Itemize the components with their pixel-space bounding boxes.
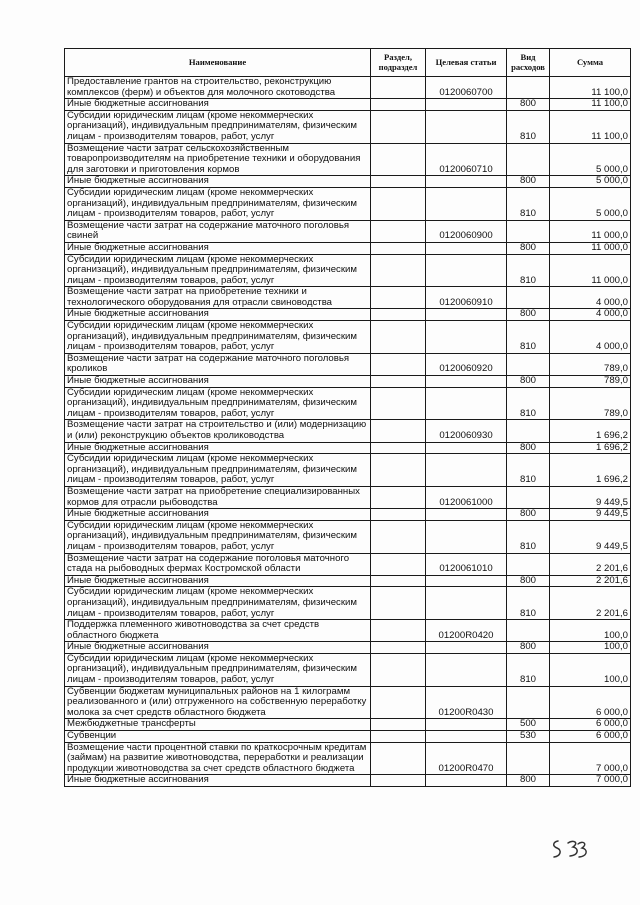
row-section [371, 742, 426, 775]
row-name: Возмещение части затрат сельскохозяйственным товаропроизводителям на приобретение техники и оборудования для заготовки и приготовления кормов [65, 143, 371, 176]
row-target-code [426, 775, 507, 787]
row-expense-kind: 800 [507, 775, 550, 787]
row-expense-kind: 800 [507, 309, 550, 321]
row-expense-kind: 810 [507, 321, 550, 354]
row-target-code: 0120061010 [426, 553, 507, 575]
row-name: Иные бюджетные ассигнования [65, 376, 371, 388]
row-section [371, 353, 426, 375]
row-expense-kind: 800 [507, 242, 550, 254]
row-name: Предоставление грантов на строительство, реконструкцию комплексов (ферм) и объектов для молочного скотоводства [65, 77, 371, 99]
row-name: Субсидии юридическим лицам (кроме некоммерческих организаций), индивидуальным предпринимателям, физическим лицам - производителям товаров, работ, услуг [65, 653, 371, 686]
row-sum: 11 100,0 [550, 77, 631, 99]
row-target-code [426, 387, 507, 420]
header-section: Раздел, подраздел [371, 49, 426, 77]
row-target-code [426, 642, 507, 654]
row-target-code: 0120060900 [426, 220, 507, 242]
row-section [371, 620, 426, 642]
row-name: Иные бюджетные ассигнования [65, 176, 371, 188]
row-section [371, 387, 426, 420]
header-target: Целевая статьи [426, 49, 507, 77]
row-target-code: 0120060930 [426, 420, 507, 442]
table-row [65, 553, 631, 575]
row-section [371, 321, 426, 354]
table-row [65, 187, 631, 220]
row-section [371, 454, 426, 487]
row-sum: 11 100,0 [550, 99, 631, 111]
row-sum: 1 696,2 [550, 420, 631, 442]
table-body [65, 77, 631, 787]
row-expense-kind [507, 353, 550, 375]
row-sum: 100,0 [550, 620, 631, 642]
row-sum: 2 201,6 [550, 553, 631, 575]
row-sum: 2 201,6 [550, 575, 631, 587]
row-name: Возмещение части затрат на строительство и (или) модернизацию и (или) реконструкцию объектов кролиководства [65, 420, 371, 442]
row-sum: 1 696,2 [550, 454, 631, 487]
row-name: Субвенции бюджетам муниципальных районов на 1 килограмм реализованного и (или) отгруженного на собственную переработку молока за счет средств областного бюджета [65, 686, 371, 719]
row-sum: 9 449,5 [550, 486, 631, 508]
row-target-code [426, 254, 507, 287]
row-expense-kind: 800 [507, 509, 550, 521]
row-target-code: 0120060710 [426, 143, 507, 176]
row-section [371, 520, 426, 553]
row-section [371, 575, 426, 587]
table-row [65, 742, 631, 775]
row-target-code: 0120060920 [426, 353, 507, 375]
row-name: Иные бюджетные ассигнования [65, 509, 371, 521]
row-sum: 5 000,0 [550, 143, 631, 176]
row-section [371, 731, 426, 743]
budget-table [64, 48, 631, 787]
row-section [371, 220, 426, 242]
row-expense-kind: 500 [507, 719, 550, 731]
table-row [65, 775, 631, 787]
row-section [371, 642, 426, 654]
row-sum: 7 000,0 [550, 775, 631, 787]
table-row [65, 287, 631, 309]
row-sum: 5 000,0 [550, 187, 631, 220]
row-name: Иные бюджетные ассигнования [65, 99, 371, 111]
row-target-code [426, 731, 507, 743]
row-target-code: 0120060700 [426, 77, 507, 99]
row-section [371, 242, 426, 254]
row-section [371, 719, 426, 731]
row-name: Субсидии юридическим лицам (кроме некоммерческих организаций), индивидуальным предпринимателям, физическим лицам - производителям товаров, работ, услуг [65, 454, 371, 487]
row-section [371, 110, 426, 143]
row-target-code [426, 376, 507, 388]
row-name: Иные бюджетные ассигнования [65, 575, 371, 587]
row-name: Субсидии юридическим лицам (кроме некоммерческих организаций), индивидуальным предпринимателям, физическим лицам - производителям товаров, работ, услуг [65, 387, 371, 420]
row-sum: 6 000,0 [550, 731, 631, 743]
row-sum: 789,0 [550, 353, 631, 375]
row-target-code [426, 442, 507, 454]
row-target-code [426, 719, 507, 731]
row-section [371, 509, 426, 521]
table-row [65, 99, 631, 111]
table-header-row [65, 49, 631, 77]
row-expense-kind: 810 [507, 387, 550, 420]
row-expense-kind: 800 [507, 99, 550, 111]
row-sum: 6 000,0 [550, 719, 631, 731]
row-target-code [426, 520, 507, 553]
row-sum: 2 201,6 [550, 587, 631, 620]
table-row [65, 143, 631, 176]
table-row [65, 509, 631, 521]
row-sum: 5 000,0 [550, 176, 631, 188]
row-name: Субсидии юридическим лицам (кроме некоммерческих организаций), индивидуальным предпринимателям, физическим лицам - производителям товаров, работ, услуг [65, 110, 371, 143]
row-section [371, 99, 426, 111]
row-target-code [426, 587, 507, 620]
row-sum: 6 000,0 [550, 686, 631, 719]
row-target-code [426, 509, 507, 521]
row-name: Субсидии юридическим лицам (кроме некоммерческих организаций), индивидуальным предпринимателям, физическим лицам - производителям товаров, работ, услуг [65, 520, 371, 553]
row-section [371, 176, 426, 188]
row-name: Возмещение части затрат на содержание маточного поголовья кроликов [65, 353, 371, 375]
row-target-code: 01200R0430 [426, 686, 507, 719]
row-expense-kind [507, 77, 550, 99]
table-row [65, 486, 631, 508]
row-target-code: 0120061000 [426, 486, 507, 508]
table-row [65, 719, 631, 731]
row-expense-kind: 810 [507, 454, 550, 487]
row-sum: 789,0 [550, 387, 631, 420]
table-row [65, 242, 631, 254]
table-row [65, 353, 631, 375]
table-row [65, 575, 631, 587]
header-sum: Сумма [550, 49, 631, 77]
table-row [65, 254, 631, 287]
row-name: Иные бюджетные ассигнования [65, 775, 371, 787]
row-expense-kind [507, 742, 550, 775]
table-row [65, 176, 631, 188]
row-name: Возмещение части затрат на приобретение техники и технологического оборудования для отрасли свиноводства [65, 287, 371, 309]
table-row [65, 77, 631, 99]
row-name: Субсидии юридическим лицам (кроме некоммерческих организаций), индивидуальным предпринимателям, физическим лицам - производителям товаров, работ, услуг [65, 587, 371, 620]
table-row [65, 309, 631, 321]
row-expense-kind: 810 [507, 110, 550, 143]
row-expense-kind: 800 [507, 575, 550, 587]
row-sum: 789,0 [550, 376, 631, 388]
row-section [371, 77, 426, 99]
row-target-code [426, 99, 507, 111]
row-section [371, 187, 426, 220]
row-target-code [426, 309, 507, 321]
row-section [371, 587, 426, 620]
row-section [371, 376, 426, 388]
row-sum: 7 000,0 [550, 742, 631, 775]
table-row [65, 387, 631, 420]
row-sum: 100,0 [550, 653, 631, 686]
row-name: Возмещение части процентной ставки по краткосрочным кредитам (займам) на развитие животноводства, переработки и реализации продукции животноводства за счет средств областного бюджета [65, 742, 371, 775]
row-expense-kind: 810 [507, 653, 550, 686]
row-name: Иные бюджетные ассигнования [65, 242, 371, 254]
table-row [65, 520, 631, 553]
row-expense-kind: 800 [507, 442, 550, 454]
table-row [65, 454, 631, 487]
row-expense-kind: 810 [507, 187, 550, 220]
row-name: Иные бюджетные ассигнования [65, 442, 371, 454]
row-sum: 4 000,0 [550, 287, 631, 309]
row-section [371, 420, 426, 442]
table-row [65, 653, 631, 686]
row-expense-kind [507, 620, 550, 642]
row-sum: 4 000,0 [550, 309, 631, 321]
row-expense-kind [507, 220, 550, 242]
row-section [371, 486, 426, 508]
row-section [371, 254, 426, 287]
table-row [65, 442, 631, 454]
row-sum: 100,0 [550, 642, 631, 654]
header-name: Наименование [65, 49, 371, 77]
row-name: Субсидии юридическим лицам (кроме некоммерческих организаций), индивидуальным предпринимателям, физическим лицам - производителям товаров, работ, услуг [65, 321, 371, 354]
row-target-code [426, 187, 507, 220]
row-sum: 11 000,0 [550, 220, 631, 242]
row-section [371, 553, 426, 575]
table-row [65, 110, 631, 143]
row-name: Субсидии юридическим лицам (кроме некоммерческих организаций), индивидуальным предпринимателям, физическим лицам - производителям товаров, работ, услуг [65, 254, 371, 287]
row-sum: 9 449,5 [550, 520, 631, 553]
table-row [65, 642, 631, 654]
table-row [65, 686, 631, 719]
row-expense-kind [507, 420, 550, 442]
row-target-code [426, 176, 507, 188]
row-target-code [426, 653, 507, 686]
row-name: Возмещение части затрат на содержание поголовья маточного стада на рыбоводных фермах Костромской области [65, 553, 371, 575]
row-expense-kind: 800 [507, 376, 550, 388]
table-row [65, 420, 631, 442]
row-expense-kind [507, 287, 550, 309]
row-sum: 9 449,5 [550, 509, 631, 521]
row-target-code [426, 321, 507, 354]
row-section [371, 143, 426, 176]
handwritten-page-number [548, 836, 594, 862]
row-section [371, 653, 426, 686]
row-expense-kind: 810 [507, 587, 550, 620]
row-target-code [426, 110, 507, 143]
table-row [65, 376, 631, 388]
row-section [371, 686, 426, 719]
row-expense-kind [507, 486, 550, 508]
row-sum: 11 100,0 [550, 110, 631, 143]
row-sum: 11 000,0 [550, 242, 631, 254]
row-target-code: 0120060910 [426, 287, 507, 309]
table-row [65, 620, 631, 642]
row-expense-kind [507, 143, 550, 176]
row-expense-kind: 530 [507, 731, 550, 743]
row-section [371, 287, 426, 309]
row-name: Субвенции [65, 731, 371, 743]
row-expense-kind [507, 553, 550, 575]
row-section [371, 442, 426, 454]
row-sum: 11 000,0 [550, 254, 631, 287]
row-sum: 4 000,0 [550, 321, 631, 354]
row-section [371, 775, 426, 787]
row-name: Возмещение части затрат на приобретение специализированных кормов для отрасли рыбоводства [65, 486, 371, 508]
table-row [65, 587, 631, 620]
row-sum: 1 696,2 [550, 442, 631, 454]
row-expense-kind: 800 [507, 642, 550, 654]
table-row [65, 220, 631, 242]
row-section [371, 309, 426, 321]
row-name: Межбюджетные трансферты [65, 719, 371, 731]
row-name: Поддержка племенного животноводства за счет средств областного бюджета [65, 620, 371, 642]
row-target-code: 01200R0470 [426, 742, 507, 775]
row-name: Возмещение части затрат на содержание маточного поголовья свиней [65, 220, 371, 242]
row-expense-kind: 810 [507, 254, 550, 287]
row-target-code [426, 575, 507, 587]
row-target-code [426, 242, 507, 254]
row-target-code [426, 454, 507, 487]
header-kind: Вид расходов [507, 49, 550, 77]
row-expense-kind: 810 [507, 520, 550, 553]
row-name: Иные бюджетные ассигнования [65, 642, 371, 654]
table-row [65, 321, 631, 354]
row-target-code: 01200R0420 [426, 620, 507, 642]
row-name: Иные бюджетные ассигнования [65, 309, 371, 321]
row-expense-kind [507, 686, 550, 719]
table-row [65, 731, 631, 743]
row-name: Субсидии юридическим лицам (кроме некоммерческих организаций), индивидуальным предпринимателям, физическим лицам - производителям товаров, работ, услуг [65, 187, 371, 220]
row-expense-kind: 800 [507, 176, 550, 188]
